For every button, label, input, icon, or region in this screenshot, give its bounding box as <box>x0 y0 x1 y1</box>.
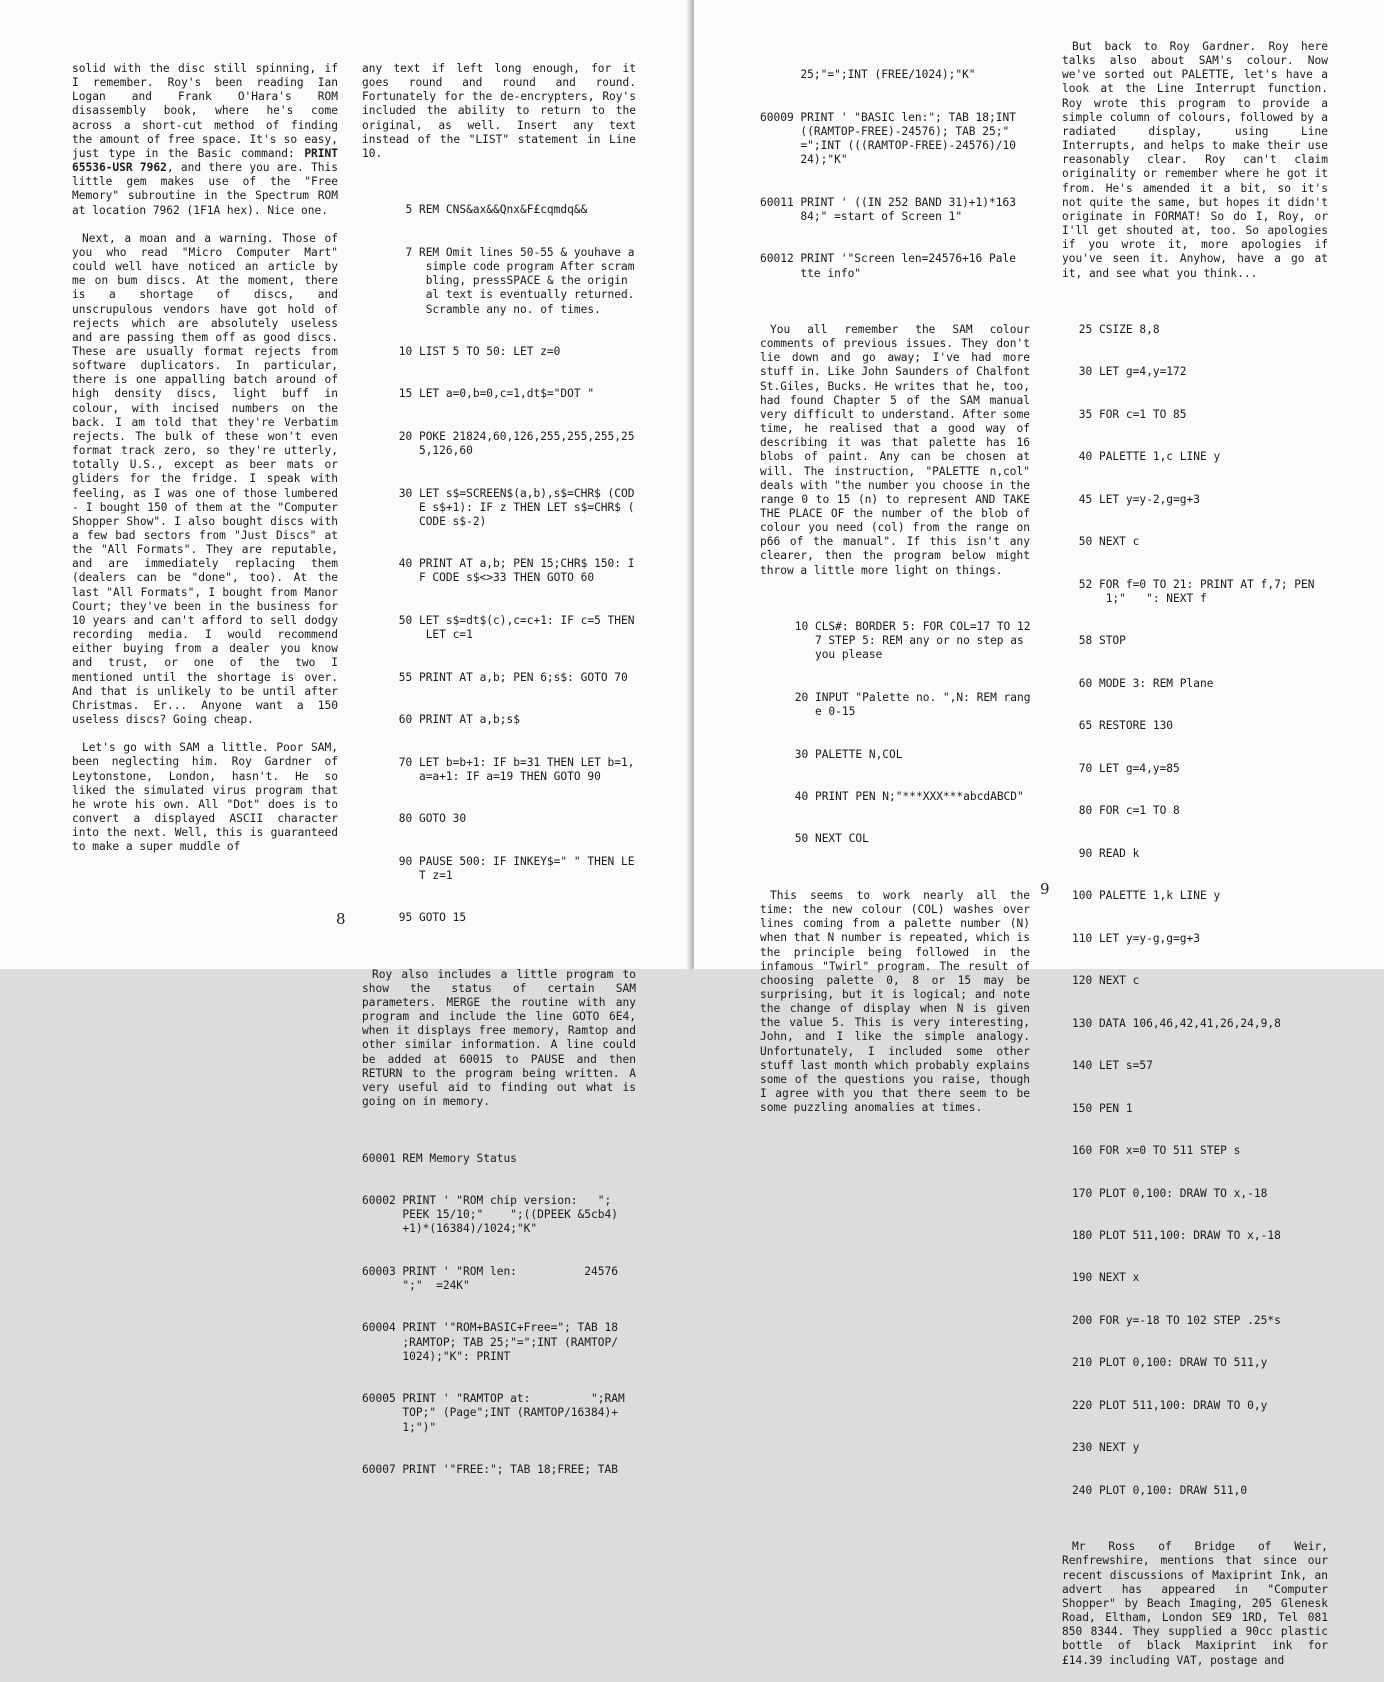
code-line: 50 NEXT c <box>1072 535 1140 549</box>
code-listing-memory-status-cont <box>760 40 1060 309</box>
code-line: 40 PALETTE 1,c LINE y <box>1072 450 1221 464</box>
code-line: 180 PLOT 511,100: DRAW TO x,-18 <box>1072 1228 1281 1242</box>
paragraph-dot-program: any text if left long enough, for it goes round and round and round. Fortunately for the de-encrypters, Roy's included the ability to return to the original, as well. Insert any text instead of the "LIST" statement in Line 10. <box>362 62 636 160</box>
code-line: 40 PRINT PEN N;"***XXX***abcdABCD" <box>788 789 1024 803</box>
code-line: 30 LET s$=SCREEN$(a,b),s$=CHR$ (COD E s$+1): IF z THEN LET s$=CHR$ ( CODE s$-2) <box>398 486 635 528</box>
code-line: 25;"=";INT (FREE/1024);"K" <box>760 68 976 82</box>
code-line: 15 LET a=0,b=0,c=1,dt$="DOT " <box>392 387 595 401</box>
page-number-right: 9 <box>1040 880 1050 898</box>
code-line: 170 PLOT 0,100: DRAW TO x,-18 <box>1072 1186 1268 1200</box>
code-line: 10 CLS#: BORDER 5: FOR COL=17 TO 12 7 STEP 5: REM any or no step as you please <box>794 620 1031 662</box>
code-line: 140 LET s=57 <box>1072 1059 1153 1073</box>
code-line: 60001 REM Memory Status <box>362 1151 517 1165</box>
paragraph-memory-status: Roy also includes a little program to show the status of certain SAM parameters. MERGE the routine with any program and include the line GOTO 6E4, when it displays free memory, Ramtop and other similar information. A line could be added at 60015 to PAUSE and then RETURN to the program being written. A very useful aid to finding out what is going on in memory. <box>362 967 636 1109</box>
code-line: 40 PRINT AT a,b; PEN 15;CHR$ 150: I F CODE s$<>33 THEN GOTO 60 <box>398 557 635 585</box>
code-line: 60004 PRINT '"ROM+BASIC+Free="; TAB 18 ;RAMTOP; TAB 25;"=";INT (RAMTOP/ 1024);"K": PRINT <box>362 1321 618 1363</box>
right-column-1 <box>760 40 1060 1129</box>
code-line: 200 FOR y=-18 TO 102 STEP .25*s <box>1072 1313 1281 1327</box>
code-line: 190 NEXT x <box>1072 1271 1140 1285</box>
paragraph-maxiprint-ink: Mr Ross of Bridge of Weir, Renfrewshire, mentions that since our recent discussions of Maxiprint Ink, an advert has appeared in "Computer Shopper" by Beach Imaging, 205 Glenesk Road, Eltham, London SE9 1RD, Tel 081 850 8344. They supplied a 90cc plastic bottle of black Maxiprint ink for £14.39 including VAT, postage and <box>1062 1540 1328 1667</box>
code-line: 70 LET b=b+1: IF b=31 THEN LET b=1, a=a+1: IF a=19 THEN GOTO 90 <box>398 755 635 783</box>
paragraph-text: , and there you are. This little gem makes use of the "Free Memory" subroutine in the Spectrum ROM at location 7962 (1F1A hex). Nice one. <box>72 161 339 217</box>
code-line: 25 CSIZE 8,8 <box>1072 322 1160 336</box>
paragraph-sam-intro: Let's go with SAM a little. Poor SAM, been neglecting him. Roy Gardner of Leytonstone, London, hasn't. He so liked the simulated virus program that he wrote his own. All "Dot" does is to convert a displayed ASCII character into the next. Well, this is guaranteed to make a super muddle of <box>72 741 338 854</box>
code-line: 70 LET g=4,y=85 <box>1072 761 1180 775</box>
code-line: 50 LET s$=dt$(c),c=c+1: IF c=5 THEN LET c=1 <box>398 613 635 642</box>
code-line: 30 LET g=4,y=172 <box>1072 365 1187 379</box>
code-line: 60009 PRINT ' "BASIC len:"; TAB 18;INT ((RAMTOP-FREE)-24576); TAB 25;" =";INT (((RAMTOP-FREE)-24576)/10 24);"K" <box>760 110 1016 167</box>
right-page <box>694 0 1384 1667</box>
left-column-2 <box>362 62 636 1519</box>
code-line: 7 REM Omit lines 50-55 & youhave a simple code program After scram bling, pressSPACE & the origin al text is eventually returned. Scramble any no. of times. <box>405 245 635 316</box>
code-line: 100 PALETTE 1,k LINE y <box>1072 889 1221 903</box>
code-line: 210 PLOT 0,100: DRAW TO 511,y <box>1072 1356 1268 1370</box>
code-line: 60011 PRINT ' ((IN 252 BAND 31)+1)*163 84;" =start of Screen 1" <box>760 195 1016 223</box>
paragraph-palette-discussion: This seems to work nearly all the time: the new colour (COL) washes over lines coming from a palette number (N) when that N number is repeated, which is the principle being followed in the infamous "Twirl" program. The result of choosing palette 0, 8 or 15 may be surprising, but it is logical; and note the change of display when N is given the value 5. This is very interesting, John, and I like the simple analogy. Unfortunately, I included some other stuff last month which probably explains some of the questions you raise, though I agree with you that there seem to be some puzzling anomalies at times. <box>760 888 1030 1115</box>
code-line: 55 PRINT AT a,b; PEN 6;s$: GOTO 70 <box>392 670 628 684</box>
code-line: 50 NEXT COL <box>788 832 869 846</box>
paragraph-text: solid with the disc still spinning, if I remember. Roy's been reading Ian Logan and Frank O'Hara's ROM disassembly book, where he's come across a short-cut method of finding the amount of free space. It's so easy, just type in the Basic command: <box>72 62 338 160</box>
code-line: 45 LET y=y-2,g=g+3 <box>1072 492 1200 506</box>
code-line: 60 PRINT AT a,b;s$ <box>392 713 520 727</box>
code-line: 90 READ k <box>1072 846 1140 860</box>
code-line: 60007 PRINT '"FREE:"; TAB 18;FREE; TAB <box>362 1463 618 1476</box>
code-line: 65 RESTORE 130 <box>1072 719 1174 733</box>
code-listing-line-interrupt <box>1062 295 1328 1527</box>
code-line: 5 REM CNS&ax&&Qnx&F£cqmdq&& <box>392 203 588 217</box>
code-line: 220 PLOT 511,100: DRAW TO 0,y <box>1072 1398 1268 1412</box>
code-listing-memory-status <box>362 1123 636 1505</box>
left-page <box>0 0 690 1476</box>
code-line: 240 PLOT 0,100: DRAW 511,0 <box>1072 1483 1248 1497</box>
page-number-left: 8 <box>336 910 346 928</box>
left-column-1 <box>72 62 338 868</box>
code-listing-dot <box>362 175 636 954</box>
code-line: 230 NEXT y <box>1072 1441 1140 1455</box>
paragraph-line-interrupt: But back to Roy Gardner. Roy here talks also about SAM's colour. Now we've sorted out PALETTE, let's have a look at the Line Interrupt function. Roy wrote this program to provide a simple column of colours, followed by a radiated display, using Line Interrupts, and helps to make their use reasonably clear. Roy can't claim originality or remember where he got it from. He's amended it a bit, so it's not quite the same, but hopes it didn't originate in FORMAT! So do I, Roy, or I'll get shouted at, too. So apologies if you wrote it, more apologies if you've seen it. Anyhow, have a go at it, and see what you think... <box>1062 40 1328 280</box>
paragraph-bum-discs-intro <box>72 62 338 218</box>
code-line: 60 MODE 3: REM Plane <box>1072 676 1214 690</box>
code-line: 90 PAUSE 500: IF INKEY$=" " THEN LE T z=1 <box>398 854 635 882</box>
code-line: 60002 PRINT ' "ROM chip version: "; PEEK 15/10;" ";((DPEEK &5cb4) +1)*(16384)/1024;"K" <box>362 1194 618 1236</box>
code-listing-palette <box>760 592 1060 875</box>
right-column-2 <box>1062 40 1328 1682</box>
code-line: 30 PALETTE N,COL <box>788 747 903 761</box>
paragraph-moan-warning: Next, a moan and a warning. Those of you who read "Micro Computer Mart" could well have noticed an article by me on bum discs. At the moment, there is a shortage of discs, and unscrupulous vendors have got hold of rejects which are absolutely useless and are passing them off as good discs. These are usually format rejects from software duplicators. In particular, there is one appalling batch around of high density discs, light buff in colour, with incised numbers on the back. I am told that they're Verbatim rejects. The bulk of these won't even format track zero, so they're utterly, totally U.S., except as beer mats or gliders for the fridge. I speak with feeling, as I was one of those lumbered - I bought 150 of them at the "Computer Shopper Show". I also bought discs with a few bad sectors from "Just Discs" at the "All Formats". They are reputable, and are immediately replacing them (dealers can be "done", too). At the last "All Formats", I bought from Manor Court; they've been in the business for 10 years and can't afford to sell dodgy recording media. I would recommend either buying from a dealer you know and trust, or one of the two I mentioned until the shortage is over. And that is unlikely to be until after Christmas. Er... Anyone want a 150 useless discs? Going cheap. <box>72 231 338 727</box>
code-line: 60005 PRINT ' "RAMTOP at: ";RAM TOP;" (Page";INT (RAMTOP/16384)+ 1;")" <box>362 1392 625 1434</box>
code-line: 10 LIST 5 TO 50: LET z=0 <box>392 344 561 358</box>
code-line: 80 GOTO 30 <box>392 812 467 826</box>
code-line: 20 POKE 21824,60,126,255,255,255,25 5,126,60 <box>398 429 635 458</box>
code-line: 60003 PRINT ' "ROM len: 24576 ";" =24K" <box>362 1264 618 1292</box>
paragraph-palette: You all remember the SAM colour comments of previous issues. They don't lie down and go away; I've had more stuff in. Like John Saunders of Chalfont St.Giles, Bucks. He writes that he, too, had found Chapter 5 of the SAM manual very difficult to understand. After some time, he realised that a good way of describing it was that palette has 16 blobs of paint. Any can be chosen at will. The instruction, "PALETTE n,col" deals with "the number you choose in the range 0 to 15 (n) to represent AND TAKE THE PLACE OF the number of the blob of colour you need (col) from the range on p66 of the manual". If this isn't any clearer, then the program below might throw a little more light on things. <box>760 322 1030 577</box>
code-line: 80 FOR c=1 TO 8 <box>1072 804 1180 818</box>
code-line: 110 LET y=y-g,g=g+3 <box>1072 931 1200 945</box>
basic-command: PRINT 65536-USR 7962 <box>72 146 338 175</box>
code-line: 60012 PRINT '"Screen len=24576+16 Pale tte info" <box>760 252 1016 280</box>
code-line: 160 FOR x=0 TO 511 STEP s <box>1072 1144 1241 1158</box>
code-line: 120 NEXT c <box>1072 974 1140 988</box>
code-line: 52 FOR f=0 TO 21: PRINT AT f,7; PEN 1;" ": NEXT f <box>1078 577 1315 605</box>
code-line: 95 GOTO 15 <box>392 911 467 925</box>
code-line: 130 DATA 106,46,42,41,26,24,9,8 <box>1072 1016 1281 1030</box>
code-line: 150 PEN 1 <box>1072 1101 1133 1115</box>
code-line: 20 INPUT "Palette no. ",N: REM rang e 0-15 <box>794 690 1031 719</box>
code-line: 58 STOP <box>1072 634 1126 648</box>
code-line: 35 FOR c=1 TO 85 <box>1072 407 1187 421</box>
